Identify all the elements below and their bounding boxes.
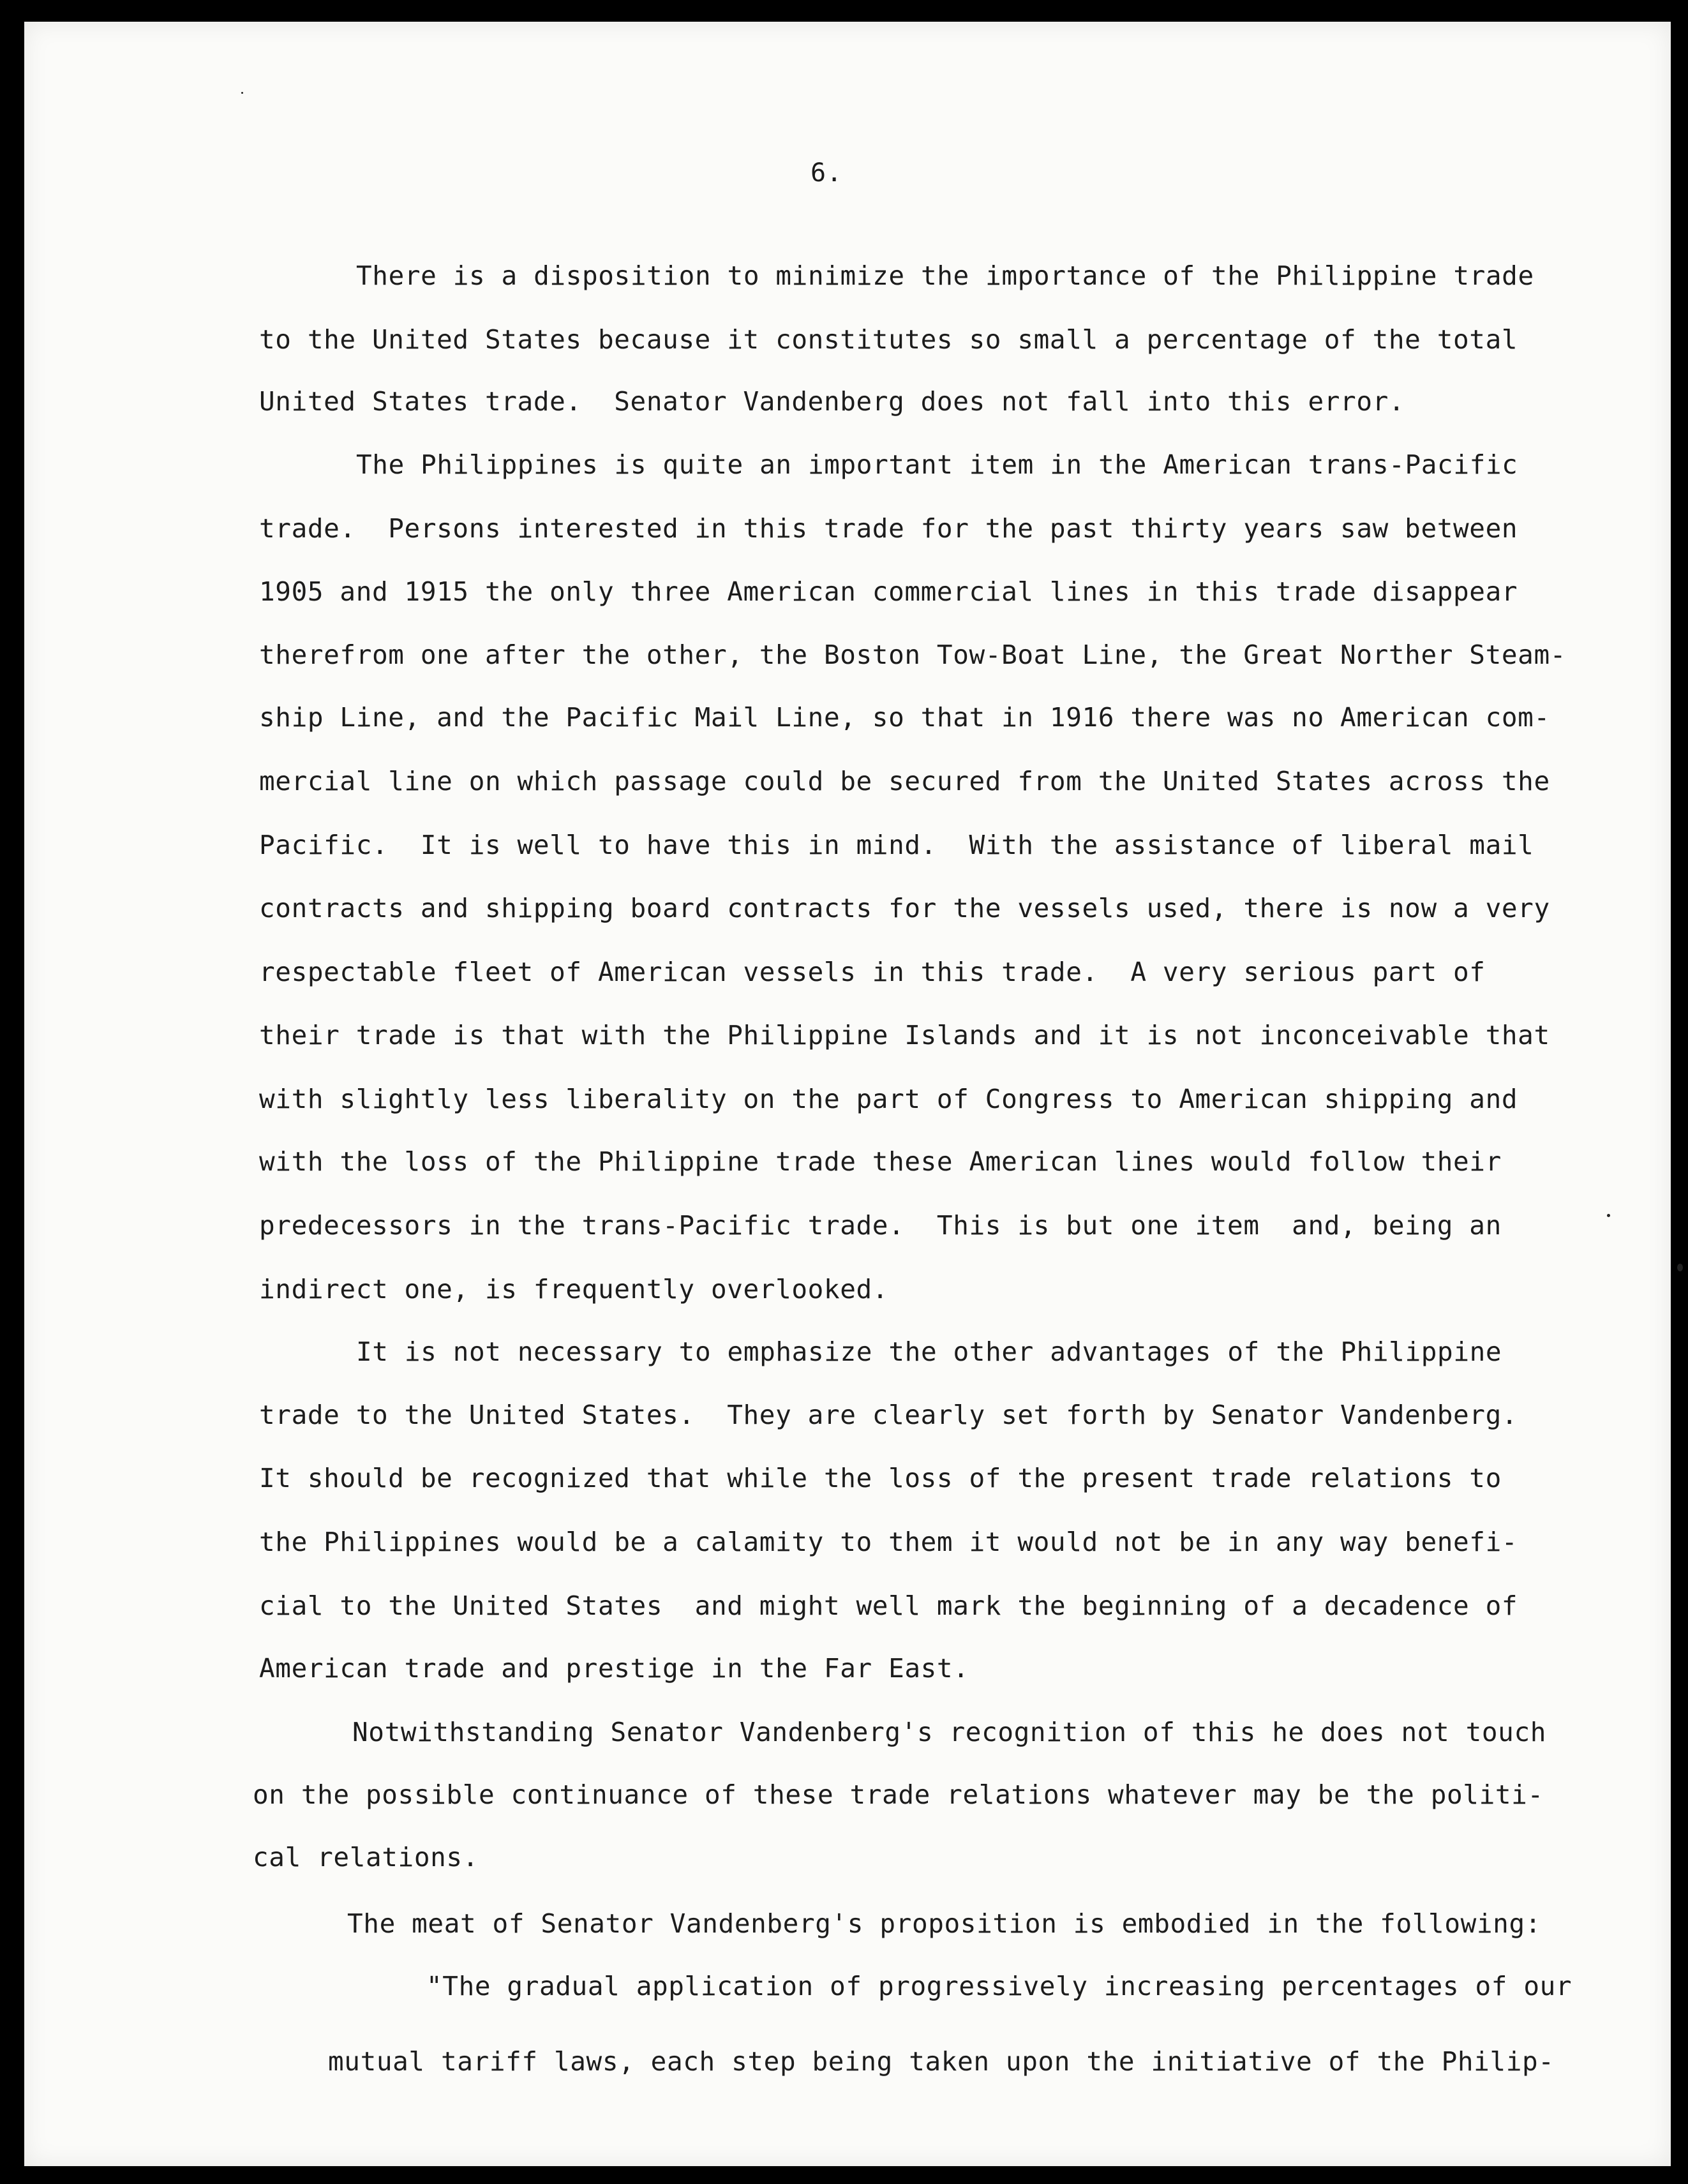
ink-speck: [1677, 1264, 1683, 1271]
text-line: therefrom one after the other, the Boston Tow-Boat Line, the Great Norther Steam-: [259, 639, 1567, 670]
text-line: It should be recognized that while the loss of the present trade relations to: [259, 1463, 1502, 1493]
text-line: Pacific. It is well to have this in mind. With the assistance of liberal mail: [259, 830, 1534, 860]
text-line: It is not necessary to emphasize the other advantages of the Philippine: [356, 1336, 1502, 1367]
text-line: The meat of Senator Vandenberg's proposition is embodied in the following:: [347, 1908, 1542, 1939]
text-line: ship Line, and the Pacific Mail Line, so that in 1916 there was no American com-: [259, 702, 1550, 733]
text-line: with slightly less liberality on the part of Congress to American shipping and: [259, 1084, 1518, 1114]
text-line: predecessors in the trans-Pacific trade. This is but one item and, being an: [259, 1210, 1502, 1241]
text-line: their trade is that with the Philippine Islands and it is not inconceivable that: [259, 1020, 1550, 1051]
text-line: American trade and prestige in the Far East.: [259, 1653, 969, 1684]
text-line: with the loss of the Philippine trade these American lines would follow their: [259, 1146, 1502, 1177]
text-line: the Philippines would be a calamity to them it would not be in any way benefi-: [259, 1527, 1518, 1557]
text-line: on the possible continuance of these trade relations whatever may be the politi-: [253, 1779, 1544, 1810]
text-line: cal relations.: [253, 1842, 479, 1873]
text-line: to the United States because it constitutes so small a percentage of the total: [259, 324, 1518, 355]
document-page: [24, 22, 1671, 2166]
text-line: United States trade. Senator Vandenberg does not fall into this error.: [259, 386, 1405, 417]
text-line: 1905 and 1915 the only three American commercial lines in this trade disappear: [259, 576, 1518, 607]
ink-speck: [241, 92, 243, 94]
text-line: Notwithstanding Senator Vandenberg's recognition of this he does not touch: [352, 1717, 1547, 1747]
text-line: cial to the United States and might well mark the beginning of a decadence of: [259, 1590, 1518, 1621]
text-line: There is a disposition to minimize the importance of the Philippine trade: [356, 260, 1534, 291]
text-line: trade to the United States. They are clearly set forth by Senator Vandenberg.: [259, 1400, 1518, 1430]
text-line: indirect one, is frequently overlooked.: [259, 1274, 889, 1305]
text-line: mercial line on which passage could be secured from the United States across the: [259, 766, 1550, 797]
text-line: respectable fleet of American vessels in this trade. A very serious part of: [259, 957, 1486, 987]
ink-speck: [1607, 1214, 1610, 1217]
page-number: 6.: [810, 158, 843, 188]
text-line: The Philippines is quite an important item in the American trans-Pacific: [356, 449, 1518, 480]
text-line: contracts and shipping board contracts for the vessels used, there is now a very: [259, 893, 1550, 924]
text-line: "The gradual application of progressively increasing percentages of our: [426, 1971, 1572, 2001]
text-line: mutual tariff laws, each step being taken upon the initiative of the Philip-: [328, 2046, 1555, 2077]
text-line: trade. Persons interested in this trade for the past thirty years saw between: [259, 513, 1518, 544]
